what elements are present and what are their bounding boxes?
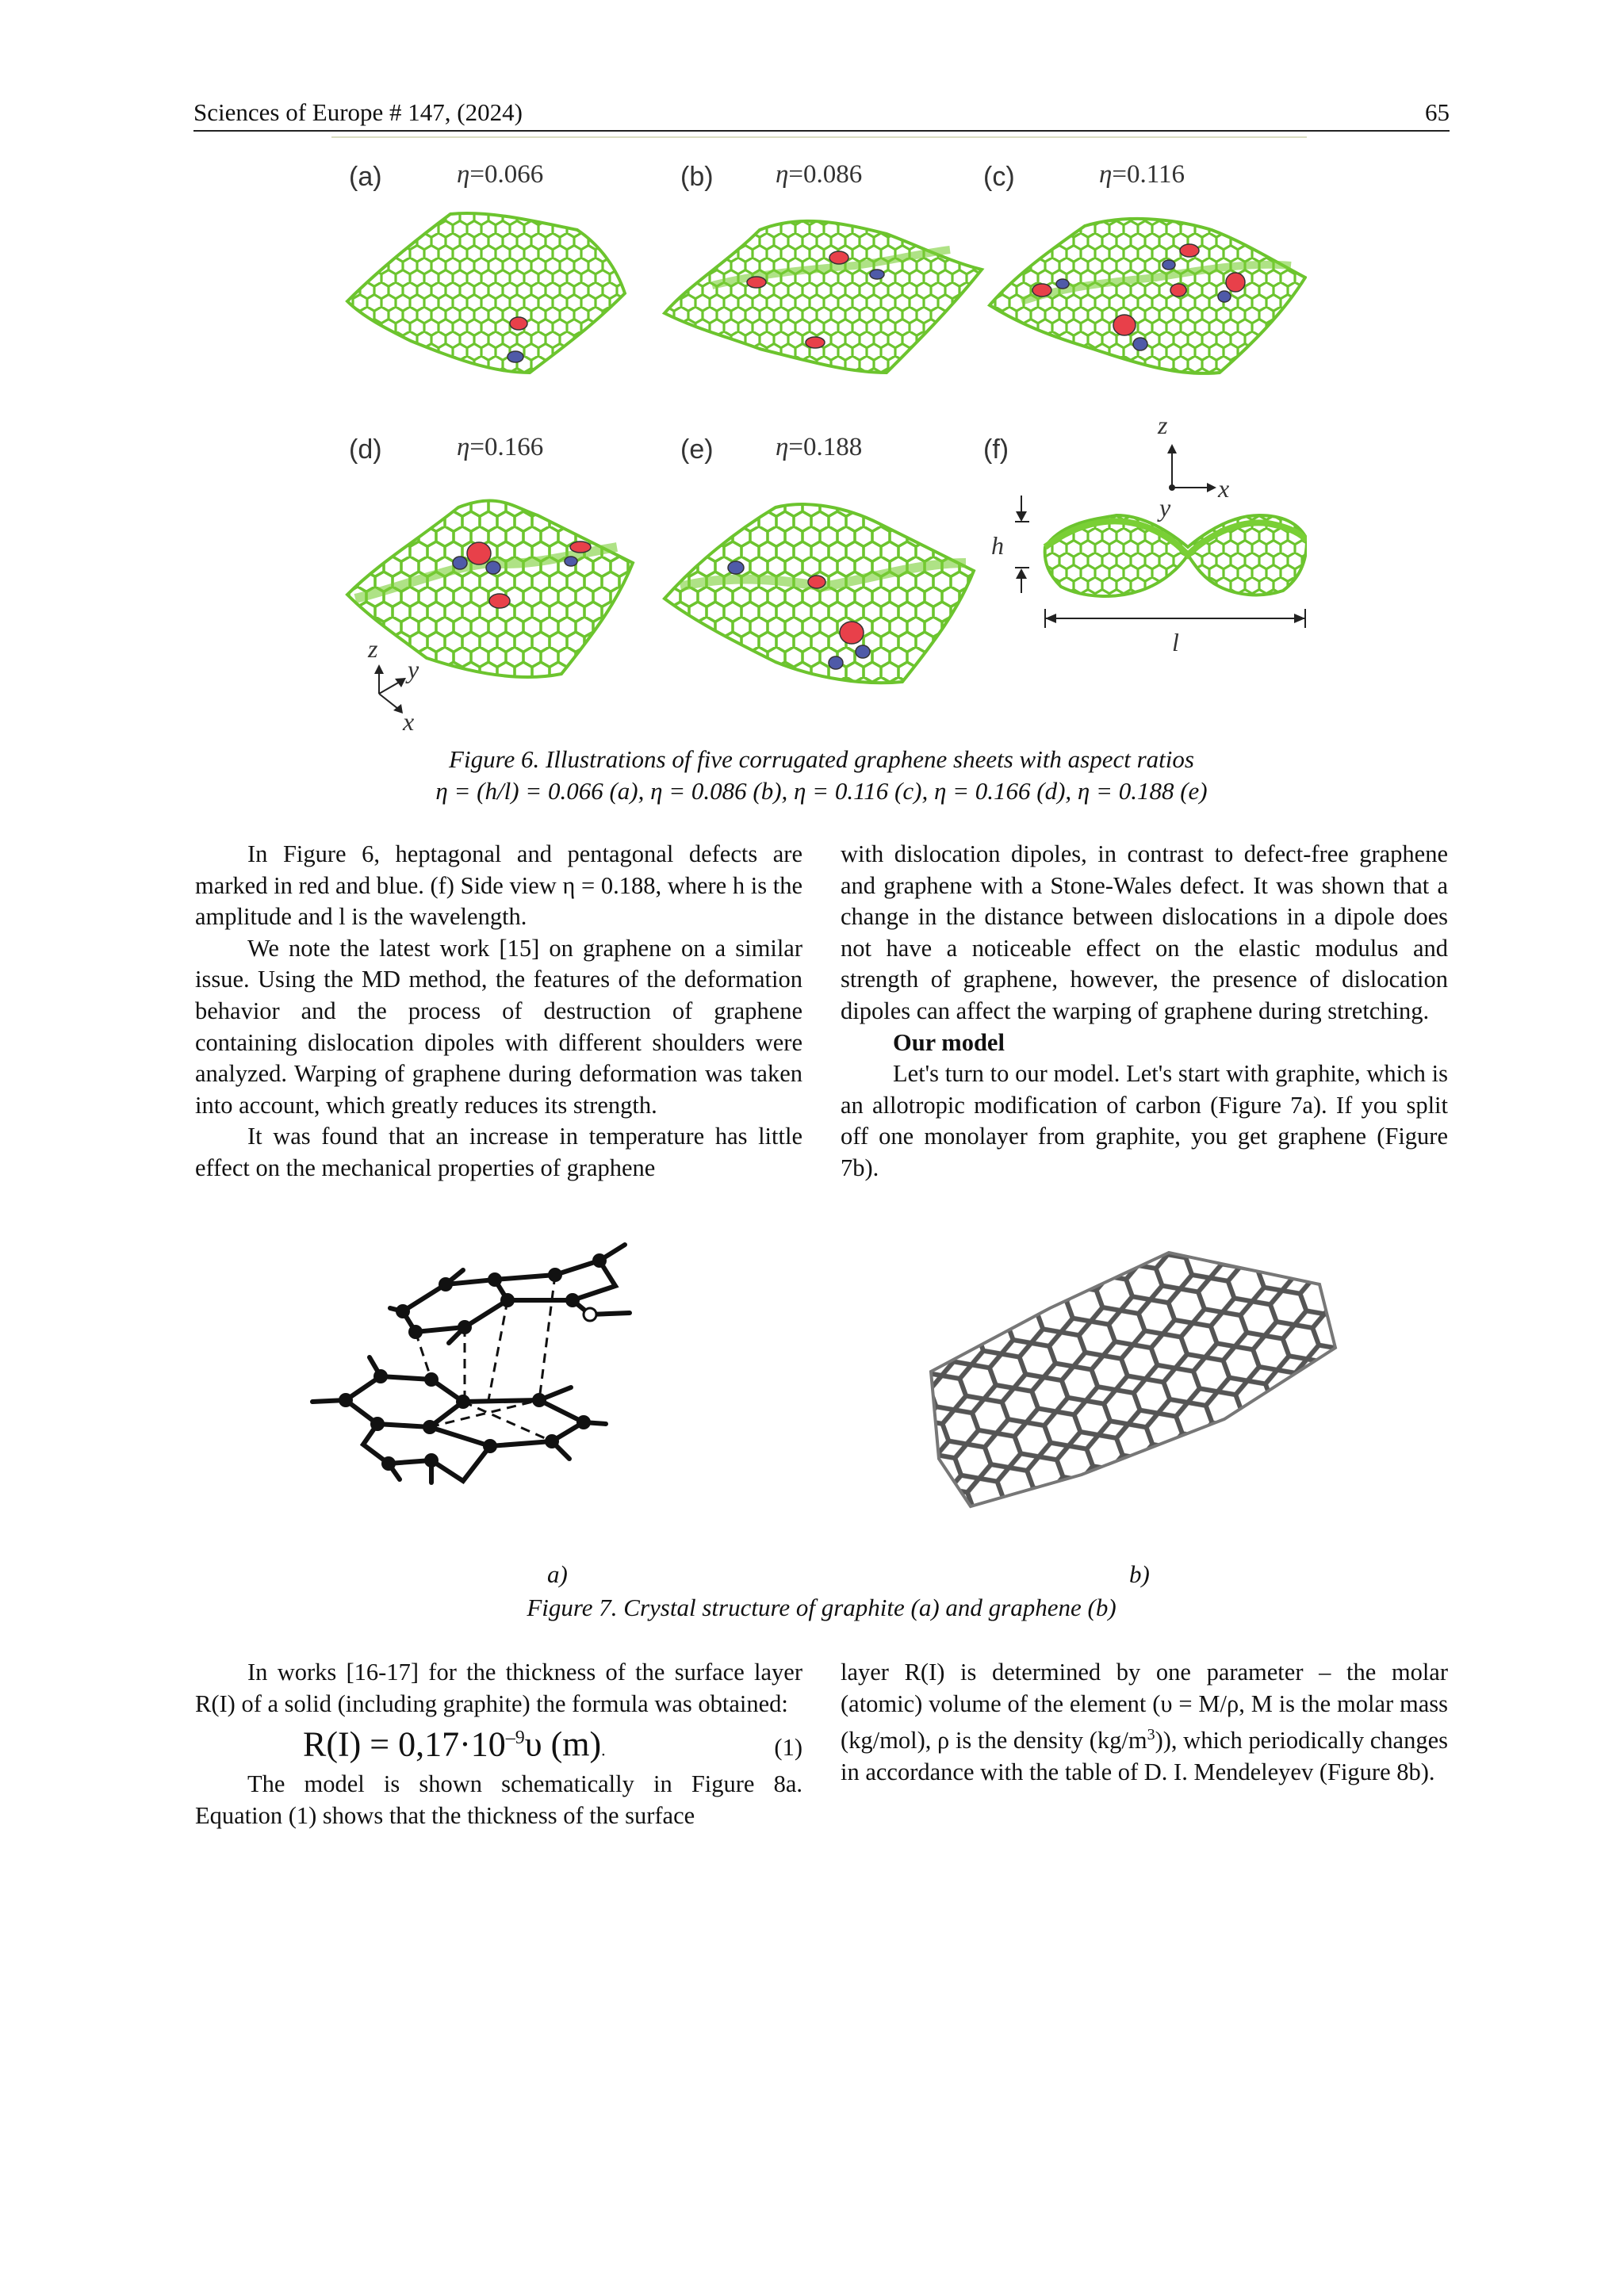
section-heading: Our model: [893, 1028, 1005, 1056]
sheet-f-side-view: [1015, 444, 1307, 628]
figure-7: [193, 1221, 1450, 1562]
axis-label-z: z: [1158, 411, 1168, 439]
heptagon-defect-marker: [1113, 315, 1136, 335]
heptagon-defect-marker: [1226, 273, 1245, 292]
pentagon-defect-marker: [1162, 260, 1175, 270]
pentagon-defect-marker: [565, 557, 577, 566]
pentagon-defect-marker: [829, 656, 843, 669]
paragraph: layer R(I) is determined by one parameter – the molar (atomic) volume of the element (υ = M/ρ, M is the molar mass (kg/mol), ρ is the density $(kg/m^3)$), which periodically changes in accordance with the table of D. I. Mendeleyev (Figure 8b).: [841, 1659, 1448, 1785]
left-column-2: [195, 1657, 802, 1831]
panel-e-eta: η=0.188: [776, 433, 863, 461]
heptagon-defect-marker: [829, 251, 848, 264]
panel-e-label: (e): [680, 434, 714, 465]
pentagon-defect-marker: [728, 561, 744, 574]
pentagon-defect-marker: [453, 557, 467, 569]
paragraph: We note the latest work [15] on graphene on a similar issue. Using the MD method, the features of the deformation behavior and the process of destruction of graphene containing dislocation dipoles with different shoulders were analyzed. Warping of graphene during deformation was taken into account, which greatly reduces its strength.: [195, 934, 802, 1119]
figure-6-caption-line-1: Figure 6. Illustrations of five corrugated graphene sheets with aspect ratios: [449, 745, 1194, 773]
panel-d-eta: η=0.166: [457, 433, 544, 461]
heptagon-defect-marker: [840, 622, 864, 644]
figure-6: [331, 135, 1307, 737]
panel-b-label: (b): [680, 162, 714, 192]
heptagon-defect-marker: [747, 277, 766, 288]
panel-a-eta: η=0.066: [457, 160, 544, 189]
equation-number: (1): [774, 1734, 802, 1762]
figure-7b-label: b): [1129, 1560, 1150, 1588]
figure-6-caption-line-2: η = (h/l) = 0.066 (a), η = 0.086 (b), η = 0.116 (c), η = 0.166 (d), η = 0.188 (e): [435, 777, 1208, 805]
heptagon-defect-marker: [1180, 244, 1199, 257]
pentagon-defect-marker: [1056, 279, 1069, 289]
right-column-1: [841, 839, 1448, 1184]
sheet-c: [990, 219, 1305, 373]
pentagon-defect-marker: [508, 351, 523, 362]
heptagon-defect-marker: [510, 317, 527, 330]
heptagon-defect-marker: [806, 337, 825, 348]
sheet-e: [665, 504, 974, 683]
panel-c-label: (c): [983, 162, 1015, 192]
figure-6-caption: [193, 744, 1450, 807]
amplitude-label-h: h: [991, 531, 1004, 560]
pentagon-defect-marker: [486, 561, 500, 574]
heptagon-defect-marker: [570, 541, 591, 553]
equation-expression: $R(I) = 0,17\cdot 10^{-9}\upsilon$ (m).: [303, 1724, 606, 1764]
graphene-sheet: [931, 1253, 1335, 1506]
panel-c-eta: η=0.116: [1099, 160, 1185, 189]
paragraph: In Figure 6, heptagonal and pentagonal defects are marked in red and blue. (f) Side view η = 0.188, where h is the amplitude and l is the wavelength.: [195, 840, 802, 931]
journal-title: Sciences of Europe # 147, (2024): [193, 98, 523, 126]
paragraph: Let's turn to our model. Let's start with graphite, which is an allotropic modification of carbon (Figure 7a). If you split off one monolayer from graphite, you get graphene (Figure 7b).: [841, 1060, 1448, 1181]
sheet-a: [347, 213, 625, 373]
graphite-atoms: [339, 1253, 607, 1471]
wavelength-label-l: l: [1172, 628, 1179, 656]
pentagon-defect-marker: [1133, 338, 1147, 350]
panel-d-label: (d): [349, 434, 382, 465]
sheet-b: [665, 221, 982, 373]
page-number: 65: [1425, 98, 1450, 126]
figure-7-caption: Figure 7. Crystal structure of graphite (a) and graphene (b): [527, 1594, 1116, 1621]
heptagon-defect-marker: [1032, 284, 1051, 297]
paragraph: with dislocation dipoles, in contrast to defect-free graphene and graphene with a Stone-Wales defect. It was shown that a change in the distance between dislocations in a dipole does not have a noticeable effect on the elastic modulus and strength of graphene, however, the presence of dislocation dipoles can affect the warping of graphene during stretching.: [841, 840, 1448, 1024]
heptagon-defect-marker: [467, 542, 491, 564]
axes-bottom-left: [374, 664, 406, 714]
axis-label-x-bl: x: [403, 707, 415, 736]
panel-a-label: (a): [349, 162, 382, 192]
pentagon-defect-marker: [856, 645, 870, 658]
left-column-1: [195, 839, 802, 1184]
figure-7a-label: a): [547, 1560, 568, 1588]
heptagon-defect-marker: [489, 594, 510, 608]
graphite-structure: [312, 1245, 630, 1483]
pentagon-defect-marker: [1218, 291, 1231, 302]
paragraph: It was found that an increase in temperature has little effect on the mechanical properties of graphene: [195, 1123, 802, 1181]
axis-label-x: x: [1218, 474, 1230, 503]
paragraph: The model is shown schematically in Figure 8a. Equation (1) shows that the thickness of the surface: [195, 1770, 802, 1829]
panel-f-label: (f): [983, 434, 1009, 465]
axis-label-z-bl: z: [368, 634, 378, 663]
axis-label-y-bl: y: [408, 655, 419, 683]
sheet-d: [347, 500, 633, 676]
running-header: [193, 97, 1450, 132]
pentagon-defect-marker: [870, 270, 884, 279]
paragraph: In works [16-17] for the thickness of the surface layer R(I) of a solid (including graphite) the formula was obtained:: [195, 1659, 802, 1717]
heptagon-defect-marker: [1170, 284, 1186, 297]
heptagon-defect-marker: [808, 576, 825, 588]
panel-b-eta: η=0.086: [776, 160, 863, 189]
axis-label-y: y: [1159, 493, 1171, 522]
right-column-2: [841, 1657, 1448, 1789]
equation-1: [195, 1720, 802, 1769]
